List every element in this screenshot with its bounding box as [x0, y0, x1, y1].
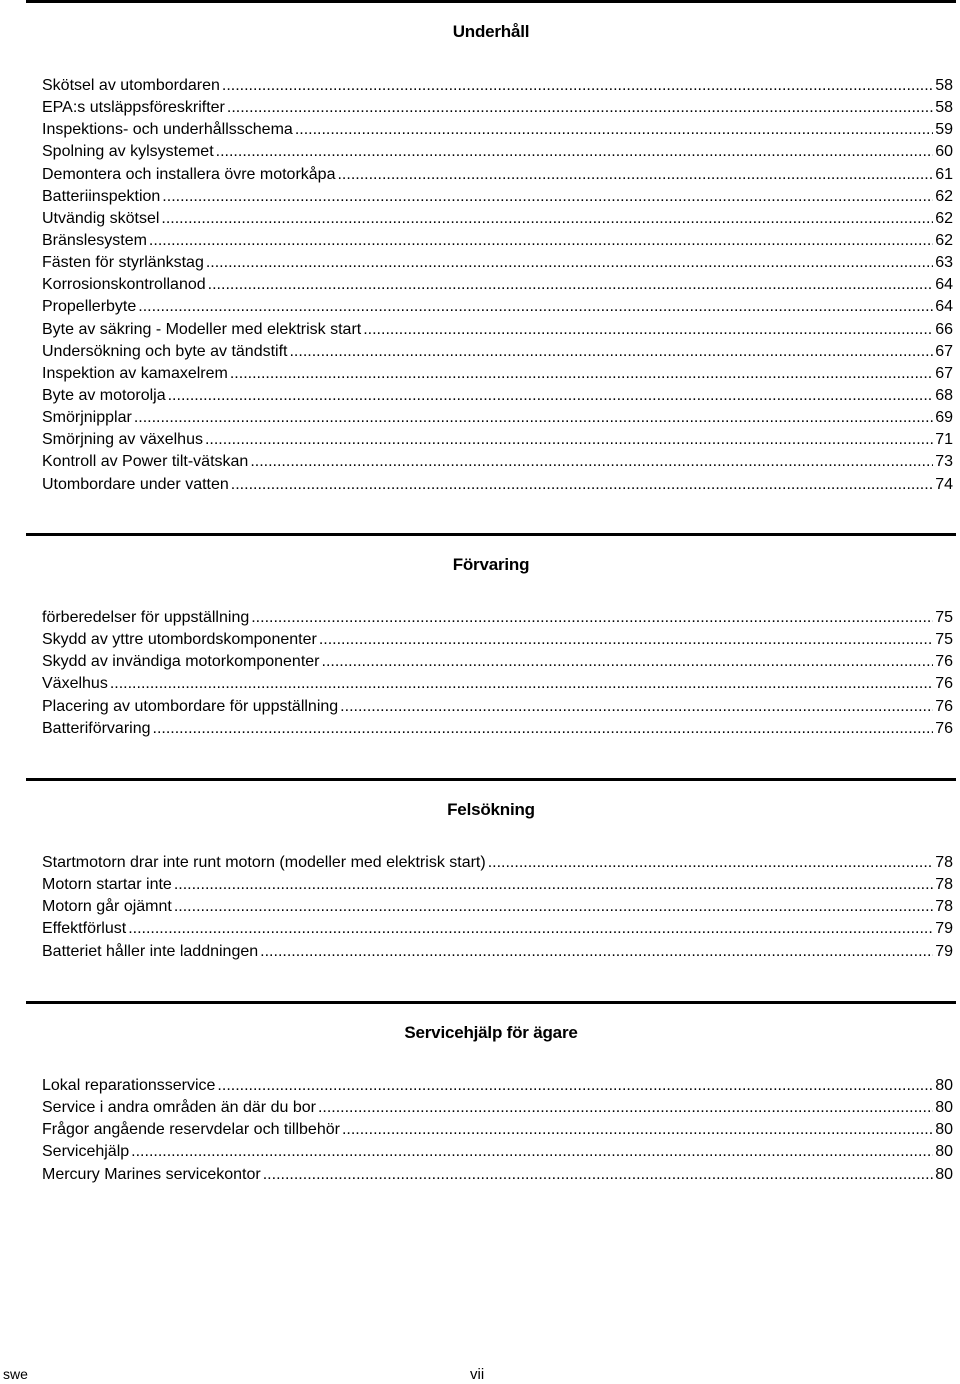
toc-entry-label: Byte av säkring - Modeller med elektrisk start: [42, 320, 362, 338]
toc-entry-page: 76: [935, 653, 953, 671]
toc-entry[interactable]: [42, 607, 953, 629]
toc-entry-label: Batteriet håller inte laddningen: [42, 942, 259, 960]
dot-leader: [128, 918, 933, 940]
dot-leader: [227, 97, 933, 119]
toc-list: [42, 1075, 953, 1186]
toc-entry-page: 68: [935, 386, 953, 404]
toc-entry-page: 62: [935, 209, 953, 227]
toc-entry-page: 80: [935, 1143, 953, 1161]
dot-leader: [216, 141, 934, 163]
section-divider: [26, 1001, 956, 1004]
toc-entry-label: Placering av utombordare för uppställning: [42, 697, 339, 715]
toc-entry[interactable]: [42, 164, 953, 186]
toc-entry[interactable]: [42, 629, 953, 651]
toc-entry[interactable]: [42, 1164, 953, 1186]
toc-entry-label: Smörjnipplar: [42, 409, 132, 427]
toc-entry-label: Inspektion av kamaxelrem: [42, 364, 228, 382]
toc-entry[interactable]: [42, 407, 953, 429]
section-title: Servicehjälp för ägare: [404, 1023, 578, 1042]
dot-leader: [161, 208, 933, 230]
toc-entry-page: 66: [935, 320, 953, 338]
toc-entry-page: 76: [935, 697, 953, 715]
toc-entry[interactable]: [42, 230, 953, 252]
toc-entry-page: 71: [935, 431, 953, 449]
toc-entry[interactable]: [42, 1141, 953, 1163]
toc-entry[interactable]: [42, 1097, 953, 1119]
toc-entry-label: Batteriinspektion: [42, 187, 161, 205]
dot-leader: [162, 186, 933, 208]
toc-entry-page: 76: [935, 675, 953, 693]
section-divider: [26, 0, 956, 3]
toc-entry[interactable]: [42, 186, 953, 208]
toc-entry-label: Byte av motorolja: [42, 386, 166, 404]
dot-leader: [295, 119, 933, 141]
dot-leader: [322, 651, 934, 673]
toc-entry-label: Kontroll av Power tilt-vätskan: [42, 453, 249, 471]
toc-entry-label: Växelhus: [42, 675, 108, 693]
toc-entry-page: 75: [935, 631, 953, 649]
dot-leader: [153, 718, 934, 740]
toc-entry-label: Lokal reparationsservice: [42, 1077, 216, 1094]
section-underhall: [26, 0, 956, 493]
toc-entry-page: 63: [935, 254, 953, 272]
toc-entry-page: 59: [935, 121, 953, 139]
dot-leader: [318, 1097, 933, 1119]
toc-entry-page: 75: [935, 609, 953, 626]
dot-leader: [134, 407, 933, 429]
toc-entry-label: förberedelser för uppställning: [42, 609, 250, 626]
toc-entry[interactable]: [42, 296, 953, 318]
section-divider: [26, 778, 956, 781]
toc-entry-label: Inspektions- och underhållsschema: [42, 121, 293, 139]
toc-entry-label: Servicehjälp: [42, 1143, 130, 1161]
toc-entry-label: Effektförlust: [42, 920, 127, 938]
toc-entry-page: 79: [935, 942, 953, 960]
dot-leader: [149, 230, 933, 252]
dot-leader: [110, 673, 933, 695]
toc-entry-page: 58: [935, 77, 953, 94]
section-forvaring: [26, 533, 956, 737]
dot-leader: [319, 629, 933, 651]
footer-page-number: vii: [470, 1366, 485, 1383]
toc-entry[interactable]: [42, 1119, 953, 1141]
dot-leader: [205, 429, 933, 451]
toc-entry[interactable]: [42, 673, 953, 695]
toc-entry-label: Utvändig skötsel: [42, 209, 160, 227]
toc-entry-page: 78: [935, 876, 953, 894]
toc-entry-page: 78: [935, 854, 953, 871]
section-title: Felsökning: [447, 800, 535, 819]
toc-entry[interactable]: [42, 274, 953, 296]
dot-leader: [260, 941, 933, 963]
toc-entry-page: 80: [935, 1077, 953, 1094]
toc-entry-page: 74: [935, 475, 953, 493]
toc-entry-label: Skydd av invändiga motorkomponenter: [42, 653, 320, 671]
toc-entry[interactable]: [42, 1075, 953, 1097]
toc-entry-page: 78: [935, 898, 953, 916]
dot-leader: [206, 252, 933, 274]
toc-entry[interactable]: [42, 474, 953, 496]
toc-entry-label: Utombordare under vatten: [42, 475, 229, 493]
dot-leader: [263, 1164, 933, 1186]
toc-entry-page: 62: [935, 231, 953, 249]
toc-list: [42, 75, 953, 496]
toc-entry[interactable]: [42, 141, 953, 163]
toc-entry[interactable]: [42, 429, 953, 451]
dot-leader: [289, 341, 933, 363]
toc-entry-page: 61: [935, 165, 953, 183]
toc-entry[interactable]: [42, 696, 953, 718]
dot-leader: [231, 474, 933, 496]
toc-entry-page: 67: [935, 364, 953, 382]
toc-entry-page: 60: [935, 143, 953, 161]
toc-entry-page: 58: [935, 99, 953, 117]
toc-entry[interactable]: [42, 451, 953, 473]
toc-list: [42, 852, 953, 963]
dot-leader: [230, 363, 933, 385]
toc-entry-label: Batteriförvaring: [42, 719, 151, 737]
dot-leader: [131, 1141, 933, 1163]
toc-entry-label: Motorn går ojämnt: [42, 898, 172, 916]
section-servicehjalp: [26, 1001, 956, 1183]
toc-entry-page: 69: [935, 409, 953, 427]
dot-leader: [488, 852, 934, 874]
dot-leader: [217, 1075, 933, 1097]
toc-entry-label: Korrosionskontrollanod: [42, 276, 206, 294]
dot-leader: [251, 607, 933, 629]
toc-entry[interactable]: [42, 852, 953, 874]
dot-leader: [250, 451, 933, 473]
dot-leader: [363, 319, 933, 341]
toc-entry-label: Fästen för styrlänkstag: [42, 254, 204, 272]
toc-entry-label: Startmotorn drar inte runt motorn (modeller med elektrisk start): [42, 854, 486, 871]
toc-entry-page: 64: [935, 298, 953, 316]
toc-entry-label: EPA:s utsläppsföreskrifter: [42, 99, 225, 117]
toc-entry-page: 67: [935, 342, 953, 360]
toc-entry-label: Smörjning av växelhus: [42, 431, 203, 449]
toc-entry-label: Skötsel av utombordaren: [42, 77, 220, 94]
toc-entry-page: 62: [935, 187, 953, 205]
dot-leader: [168, 385, 934, 407]
toc-entry-page: 80: [935, 1121, 953, 1139]
toc-entry[interactable]: [42, 874, 953, 896]
toc-entry-page: 80: [935, 1165, 953, 1183]
toc-entry[interactable]: [42, 385, 953, 407]
dot-leader: [208, 274, 934, 296]
toc-entry[interactable]: [42, 97, 953, 119]
toc-entry-label: Undersökning och byte av tändstift: [42, 342, 288, 360]
toc-entry-label: Propellerbyte: [42, 298, 137, 316]
toc-entry[interactable]: [42, 718, 953, 740]
toc-entry[interactable]: [42, 918, 953, 940]
toc-entry[interactable]: [42, 119, 953, 141]
toc-entry[interactable]: [42, 896, 953, 918]
toc-entry-label: Motorn startar inte: [42, 876, 172, 894]
toc-entry-label: Frågor angående reservdelar och tillbehör: [42, 1121, 340, 1139]
toc-entry-label: Spolning av kylsystemet: [42, 143, 214, 161]
dot-leader: [340, 696, 933, 718]
dot-leader: [342, 1119, 933, 1141]
toc-list: [42, 607, 953, 740]
footer-language: swe: [3, 1366, 28, 1382]
toc-entry[interactable]: [42, 363, 953, 385]
toc-entry[interactable]: [42, 941, 953, 963]
toc-entry[interactable]: [42, 319, 953, 341]
section-divider: [26, 533, 956, 536]
toc-entry-page: 64: [935, 276, 953, 294]
toc-entry[interactable]: [42, 75, 953, 97]
dot-leader: [337, 164, 933, 186]
toc-entry[interactable]: [42, 208, 953, 230]
toc-entry[interactable]: [42, 252, 953, 274]
toc-entry-label: Bränslesystem: [42, 231, 147, 249]
section-title: Underhåll: [452, 22, 530, 41]
section-title: Förvaring: [452, 555, 530, 574]
toc-entry[interactable]: [42, 651, 953, 673]
dot-leader: [222, 75, 933, 97]
section-felsokning: [26, 778, 956, 960]
toc-entry-label: Demontera och installera övre motorkåpa: [42, 165, 336, 183]
toc-entry-page: 76: [935, 719, 953, 737]
toc-entry-label: Mercury Marines servicekontor: [42, 1165, 261, 1183]
toc-entry-page: 79: [935, 920, 953, 938]
dot-leader: [174, 896, 933, 918]
dot-leader: [138, 296, 933, 318]
toc-entry-label: Skydd av yttre utombordskomponenter: [42, 631, 317, 649]
toc-entry-label: Service i andra områden än där du bor: [42, 1099, 316, 1117]
toc-entry[interactable]: [42, 341, 953, 363]
toc-entry-page: 73: [935, 453, 953, 471]
dot-leader: [174, 874, 933, 896]
toc-entry-page: 80: [935, 1099, 953, 1117]
